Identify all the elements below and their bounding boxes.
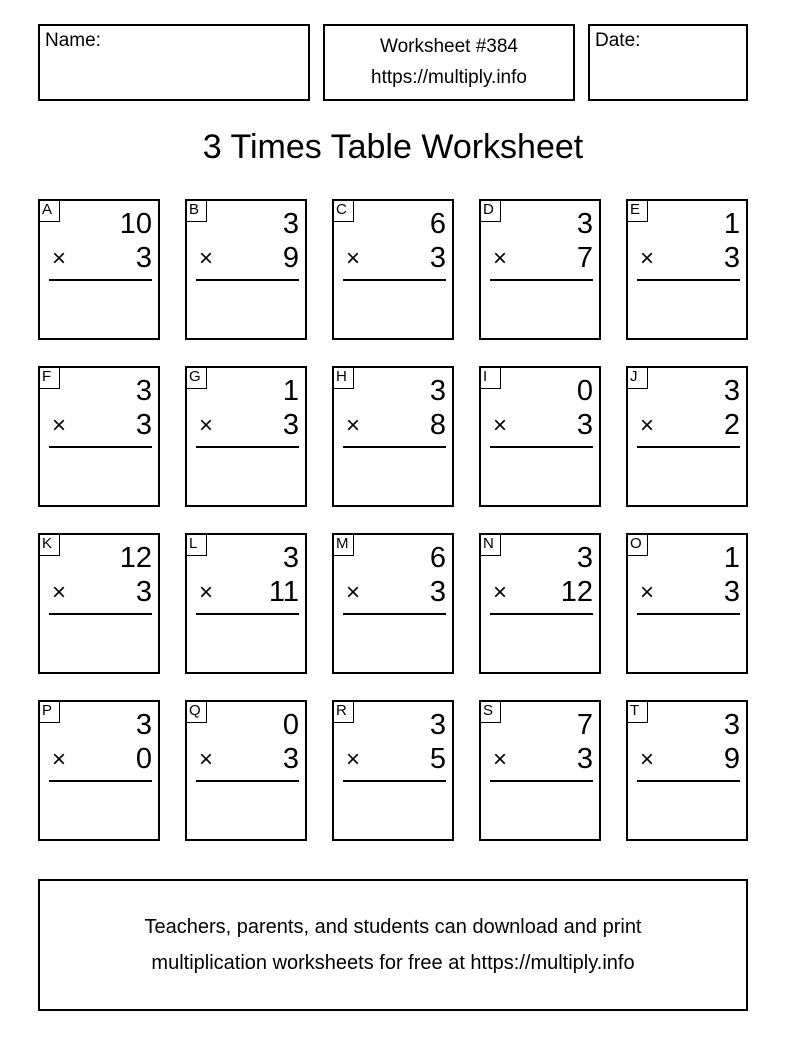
multiplicand: 1	[282, 375, 299, 407]
multiplicand: 3	[576, 208, 593, 240]
answer-line	[343, 780, 446, 782]
footer-line-2: multiplication worksheets for free at https://multiply.info	[151, 952, 635, 974]
answer-line	[49, 613, 152, 615]
problem-letter: G	[185, 366, 207, 389]
worksheet-url: https://multiply.info	[371, 67, 527, 88]
times-sign: ×	[199, 746, 214, 773]
problem-card	[626, 533, 748, 674]
answer-line	[196, 446, 299, 448]
multiplicand: 3	[282, 542, 299, 574]
multiplier: 3	[576, 743, 593, 775]
multiplier: 3	[429, 576, 446, 608]
times-sign: ×	[52, 579, 67, 606]
multiplier: 3	[135, 576, 152, 608]
times-sign: ×	[493, 746, 508, 773]
multiplicand: 3	[723, 709, 740, 741]
problem-card	[479, 366, 601, 507]
multiplier: 3	[282, 743, 299, 775]
problem-letter: P	[38, 700, 60, 723]
multiplicand: 3	[429, 709, 446, 741]
multiplicand: 3	[429, 375, 446, 407]
times-sign: ×	[493, 412, 508, 439]
times-sign: ×	[52, 746, 67, 773]
footer-line-1: Teachers, parents, and students can download and print	[144, 916, 642, 938]
multiplier: 0	[135, 743, 152, 775]
times-sign: ×	[346, 245, 361, 272]
multiplicand: 0	[576, 375, 593, 407]
multiplicand: 3	[135, 375, 152, 407]
multiplicand: 0	[282, 709, 299, 741]
problem-card	[38, 533, 160, 674]
multiplier: 3	[429, 242, 446, 274]
times-sign: ×	[640, 746, 655, 773]
multiplier: 8	[429, 409, 446, 441]
times-sign: ×	[346, 412, 361, 439]
times-sign: ×	[199, 579, 214, 606]
answer-line	[196, 613, 299, 615]
problem-letter: J	[626, 366, 648, 389]
multiplicand: 12	[119, 542, 152, 574]
times-sign: ×	[493, 579, 508, 606]
multiplicand: 7	[576, 709, 593, 741]
problem-card	[332, 366, 454, 507]
problem-card	[626, 199, 748, 340]
problem-card	[332, 700, 454, 841]
problem-card	[185, 366, 307, 507]
problem-letter: A	[38, 199, 60, 222]
problem-card	[479, 199, 601, 340]
answer-line	[637, 613, 740, 615]
problem-letter: Q	[185, 700, 207, 723]
multiplier: 9	[723, 743, 740, 775]
answer-line	[196, 279, 299, 281]
problem-card	[38, 366, 160, 507]
problem-card	[38, 199, 160, 340]
multiplicand: 1	[723, 542, 740, 574]
answer-line	[343, 446, 446, 448]
multiplicand: 3	[282, 208, 299, 240]
answer-line	[49, 446, 152, 448]
times-sign: ×	[640, 579, 655, 606]
problem-letter: O	[626, 533, 648, 556]
problem-card	[626, 700, 748, 841]
answer-line	[490, 780, 593, 782]
problem-letter: N	[479, 533, 501, 556]
times-sign: ×	[493, 245, 508, 272]
answer-line	[343, 613, 446, 615]
footer-box	[38, 879, 748, 1011]
multiplicand: 3	[723, 375, 740, 407]
problem-letter: C	[332, 199, 354, 222]
problem-card	[332, 199, 454, 340]
problem-card	[185, 533, 307, 674]
answer-line	[637, 279, 740, 281]
times-sign: ×	[640, 412, 655, 439]
problem-letter: L	[185, 533, 207, 556]
multiplicand: 3	[576, 542, 593, 574]
multiplier: 3	[723, 576, 740, 608]
times-sign: ×	[199, 245, 214, 272]
times-sign: ×	[52, 245, 67, 272]
problem-card	[479, 700, 601, 841]
problem-letter: H	[332, 366, 354, 389]
times-sign: ×	[346, 746, 361, 773]
multiplier: 2	[723, 409, 740, 441]
times-sign: ×	[640, 245, 655, 272]
answer-line	[637, 446, 740, 448]
answer-line	[490, 446, 593, 448]
problem-card	[38, 700, 160, 841]
answer-line	[490, 279, 593, 281]
multiplier: 3	[282, 409, 299, 441]
problem-letter: E	[626, 199, 648, 222]
problem-card	[626, 366, 748, 507]
multiplier: 11	[268, 576, 299, 608]
multiplicand: 1	[723, 208, 740, 240]
problem-letter: F	[38, 366, 60, 389]
problem-letter: T	[626, 700, 648, 723]
times-sign: ×	[52, 412, 67, 439]
multiplicand: 10	[119, 208, 152, 240]
multiplier: 9	[282, 242, 299, 274]
problem-letter: K	[38, 533, 60, 556]
answer-line	[637, 780, 740, 782]
problem-letter: M	[332, 533, 354, 556]
answer-line	[343, 279, 446, 281]
multiplier: 3	[135, 409, 152, 441]
name-label: Name:	[45, 30, 101, 51]
problem-letter: S	[479, 700, 501, 723]
answer-line	[490, 613, 593, 615]
times-sign: ×	[346, 579, 361, 606]
problem-card	[185, 700, 307, 841]
multiplicand: 3	[135, 709, 152, 741]
multiplier: 5	[429, 743, 446, 775]
problem-card	[185, 199, 307, 340]
multiplier: 12	[560, 576, 593, 608]
multiplicand: 6	[429, 542, 446, 574]
page-title: 3 Times Table Worksheet	[202, 128, 584, 166]
multiplier: 3	[576, 409, 593, 441]
answer-line	[49, 279, 152, 281]
answer-line	[49, 780, 152, 782]
answer-line	[196, 780, 299, 782]
worksheet-number: Worksheet #384	[379, 36, 518, 57]
problem-letter: I	[479, 366, 501, 389]
problem-letter: D	[479, 199, 501, 222]
multiplier: 3	[135, 242, 152, 274]
problem-letter: R	[332, 700, 354, 723]
date-label: Date:	[595, 30, 641, 51]
problem-letter: B	[185, 199, 207, 222]
multiplier: 7	[576, 242, 593, 274]
problem-card	[479, 533, 601, 674]
multiplicand: 6	[429, 208, 446, 240]
problem-card	[332, 533, 454, 674]
times-sign: ×	[199, 412, 214, 439]
multiplier: 3	[723, 242, 740, 274]
